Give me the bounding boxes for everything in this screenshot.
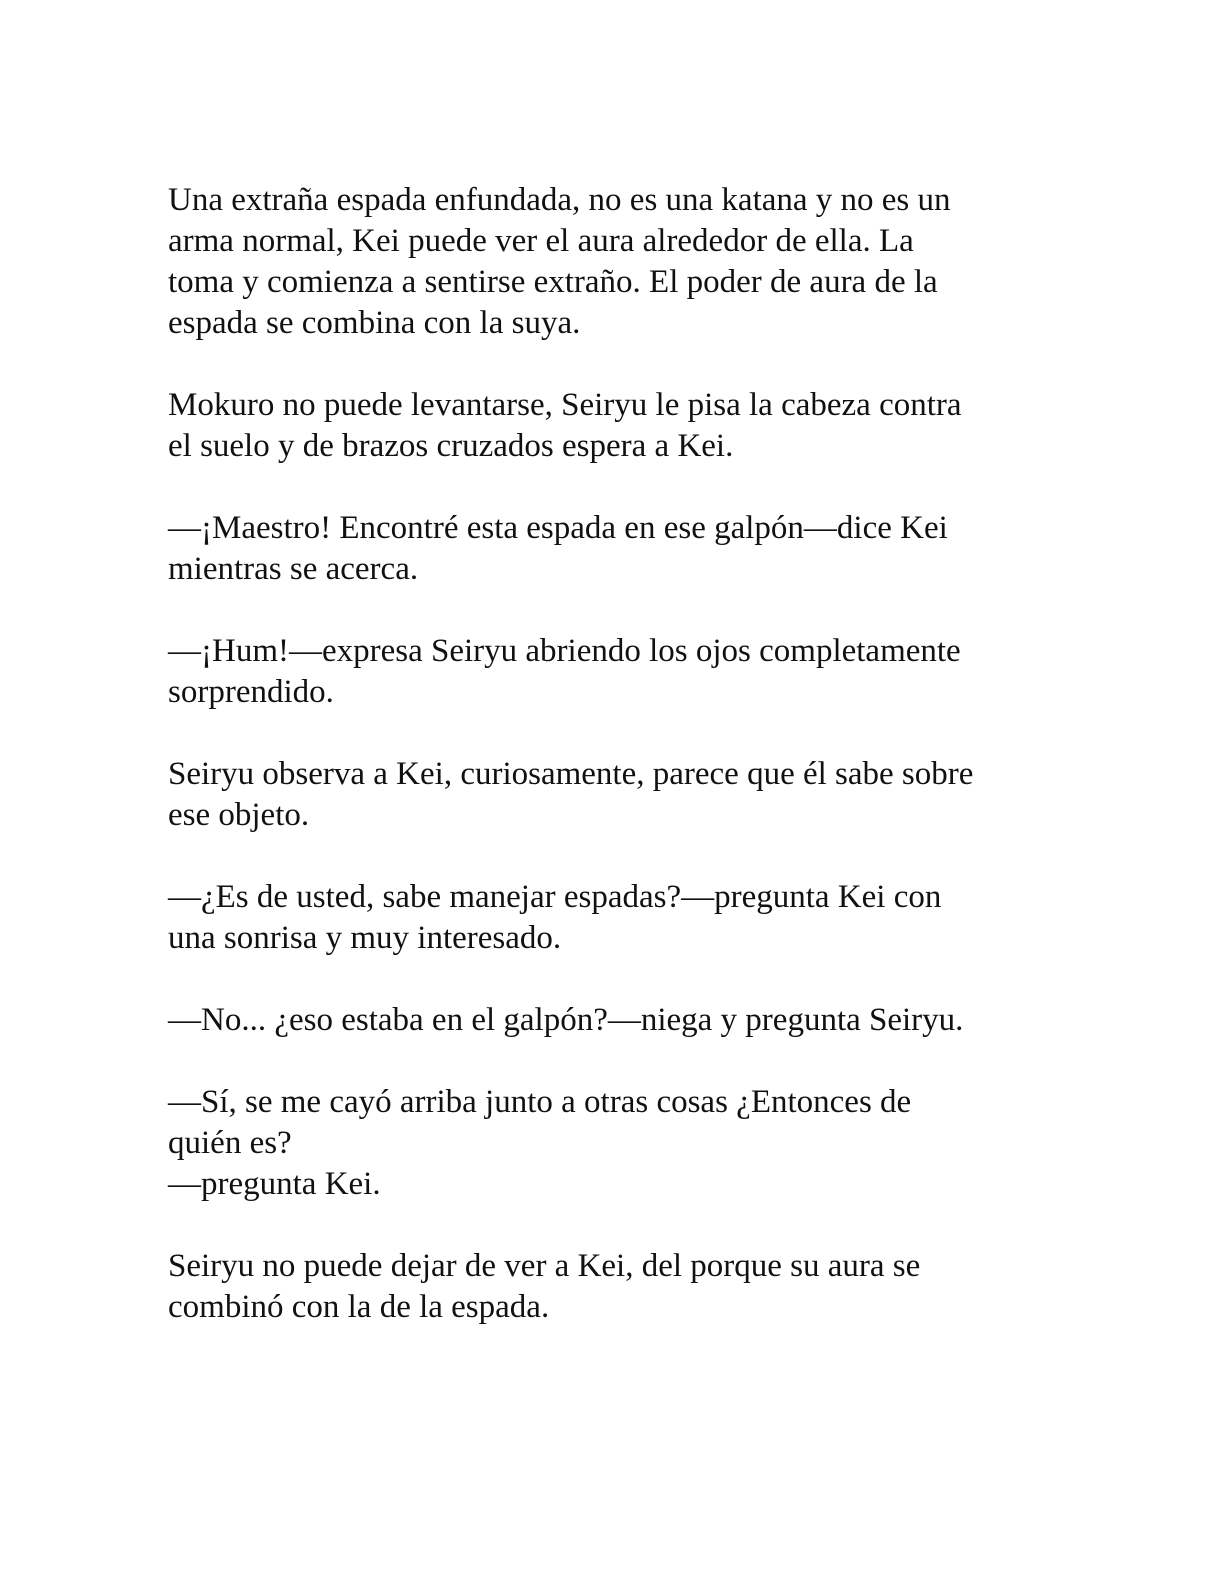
text-line: —¡Maestro! Encontré esta espada en ese galpón—dice Kei <box>168 510 948 546</box>
text-line: Una extraña espada enfundada, no es una katana y no es un <box>168 182 951 218</box>
text-line: quién es? <box>168 1125 292 1161</box>
document-page <box>168 180 1058 1369</box>
text-line: mientras se acerca. <box>168 551 419 587</box>
paragraph <box>168 180 1058 344</box>
text-line: toma y comienza a sentirse extraño. El poder de aura de la <box>168 264 938 300</box>
paragraph <box>168 631 1058 713</box>
text-line: Mokuro no puede levantarse, Seiryu le pisa la cabeza contra <box>168 387 962 423</box>
text-line: Seiryu no puede dejar de ver a Kei, del porque su aura se <box>168 1248 921 1284</box>
text-line: Seiryu observa a Kei, curiosamente, parece que él sabe sobre <box>168 756 974 792</box>
text-line: —No... ¿eso estaba en el galpón?—niega y pregunta Seiryu. <box>168 1002 964 1038</box>
paragraph <box>168 1082 1058 1205</box>
text-line: —¿Es de usted, sabe manejar espadas?—pregunta Kei con <box>168 879 942 915</box>
text-line: una sonrisa y muy interesado. <box>168 920 562 956</box>
paragraph <box>168 1246 1058 1328</box>
text-line: el suelo y de brazos cruzados espera a Kei. <box>168 428 734 464</box>
paragraph <box>168 1000 1058 1041</box>
paragraph <box>168 385 1058 467</box>
text-line: ese objeto. <box>168 797 310 833</box>
text-line: sorprendido. <box>168 674 334 710</box>
text-line: —¡Hum!—expresa Seiryu abriendo los ojos completamente <box>168 633 961 669</box>
text-line: —Sí, se me cayó arriba junto a otras cosas ¿Entonces de <box>168 1084 912 1120</box>
paragraph <box>168 877 1058 959</box>
text-line: combinó con la de la espada. <box>168 1289 550 1325</box>
text-line: —pregunta Kei. <box>168 1166 381 1202</box>
text-line: espada se combina con la suya. <box>168 305 581 341</box>
paragraph <box>168 754 1058 836</box>
paragraph <box>168 508 1058 590</box>
text-line: arma normal, Kei puede ver el aura alrededor de ella. La <box>168 223 914 259</box>
